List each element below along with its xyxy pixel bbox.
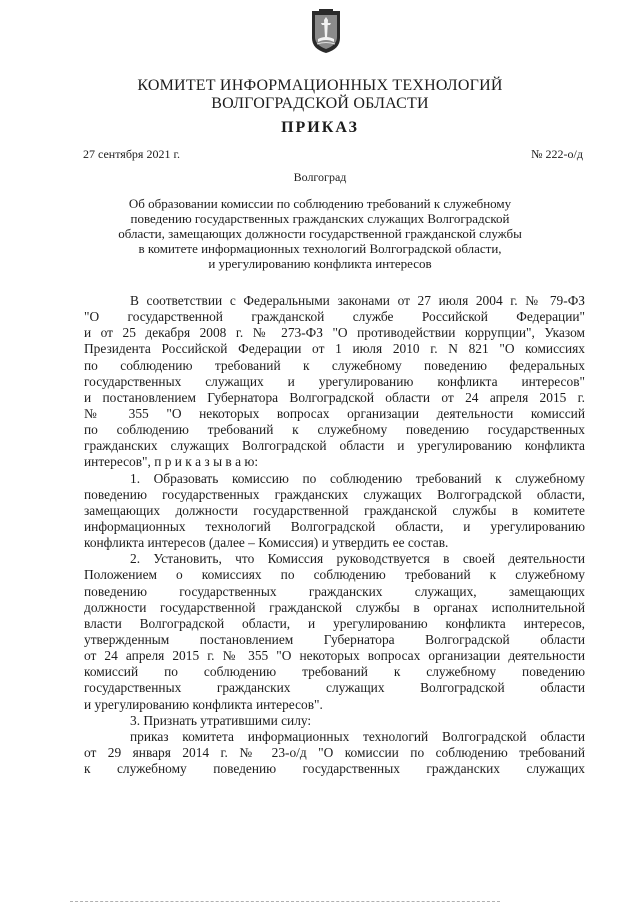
subject-line: области, замещающих должности государственной гражданской службы: [118, 226, 522, 241]
body-line: и постановлением Губернатора Волгоградской области от 24 апреля 2015 г.: [84, 389, 585, 405]
body-line: гражданских служащих Волгоградской области и урегулированию конфликта: [84, 438, 585, 454]
body-line: 2. Установить, что Комиссия руководствуется в своей деятельности: [130, 551, 585, 567]
body-line: № 355 "О некоторых вопросах организации деятельности комиссий: [84, 405, 585, 421]
document-subject: [100, 196, 540, 271]
body-line: замещающих должности государственной гражданской службы в комитете: [84, 502, 585, 518]
document-number: № 222-о/д: [531, 147, 583, 161]
body-line: и урегулированию конфликта интересов".: [84, 696, 323, 712]
body-line: от 24 апреля 2015 г. № 355 "О некоторых вопросах организации деятельности: [84, 648, 585, 664]
body-line: 1. Образовать комиссию по соблюдению требований к служебному: [130, 470, 585, 486]
document-date: 27 сентября 2021 г.: [83, 147, 181, 161]
body-line: информационных технологий Волгоградской области, и урегулированию: [84, 518, 585, 534]
body-line: интересов", п р и к а з ы в а ю:: [84, 454, 259, 470]
subject-line: в комитете информационных технологий Волгоградской области,: [138, 241, 502, 256]
body-line: по соблюдению требований к служебному поведению федеральных: [84, 357, 585, 373]
body-line: "О государственной гражданской службе Российской Федерации": [84, 309, 585, 325]
body-line: к служебному поведению государственных гражданских служащих: [84, 761, 585, 777]
body-line: Президента Российской Федерации от 1 июля 2010 г. N 821 "О комиссиях: [84, 341, 585, 357]
body-line: поведению государственных гражданских служащих, замещающих: [84, 583, 585, 599]
subject-line: Об образовании комиссии по соблюдению требований к служебному: [128, 196, 512, 211]
organization-name-line-1: КОМИТЕТ ИНФОРМАЦИОННЫХ ТЕХНОЛОГИЙ: [137, 77, 503, 94]
body-line: Положением о комиссиях по соблюдению требований к служебному: [84, 567, 585, 583]
body-line: приказ комитета информационных технологий Волгоградской области: [130, 728, 585, 744]
body-line: государственных гражданских служащих Волгоградской области: [84, 680, 585, 696]
subject-line: поведению государственных гражданских служащих Волгоградской: [130, 211, 510, 226]
body-line: от 29 января 2014 г. № 23-о/д "О комиссии по соблюдению требований: [84, 744, 585, 760]
body-line: власти Волгоградской области, и урегулированию конфликта интересов,: [84, 615, 585, 631]
page-bottom-edge: [70, 901, 500, 903]
body-line: государственных служащих и урегулированию конфликта интересов": [84, 373, 585, 389]
body-line: должности государственной гражданской службы в органах исполнительной: [84, 599, 585, 615]
body-line: комиссий по соблюдению требований к служебному поведению: [84, 664, 585, 680]
body-line: утвержденным постановлением Губернатора Волгоградской области: [84, 631, 585, 647]
subject-line: и урегулированию конфликта интересов: [208, 256, 432, 271]
coat-of-arms-icon: [309, 8, 343, 54]
body-line: конфликта интересов (далее – Комиссия) и утвердить ее состав.: [84, 535, 449, 551]
body-line: 3. Признать утратившими силу:: [130, 712, 312, 728]
document-type: ПРИКАЗ: [281, 119, 359, 136]
organization-name-line-2: ВОЛГОГРАДСКОЙ ОБЛАСТИ: [211, 95, 429, 112]
body-line: поведению государственных гражданских служащих Волгоградской области,: [84, 486, 585, 502]
document-city: Волгоград: [293, 170, 347, 184]
body-line: по соблюдению требований к служебному поведению государственных: [84, 422, 585, 438]
body-line: В соответствии с Федеральными законами от 27 июля 2004 г. № 79-ФЗ: [130, 293, 585, 308]
document-body: [84, 293, 585, 777]
body-line: и от 25 декабря 2008 г. № 273-ФЗ "О противодействии коррупции", Указом: [84, 325, 585, 341]
